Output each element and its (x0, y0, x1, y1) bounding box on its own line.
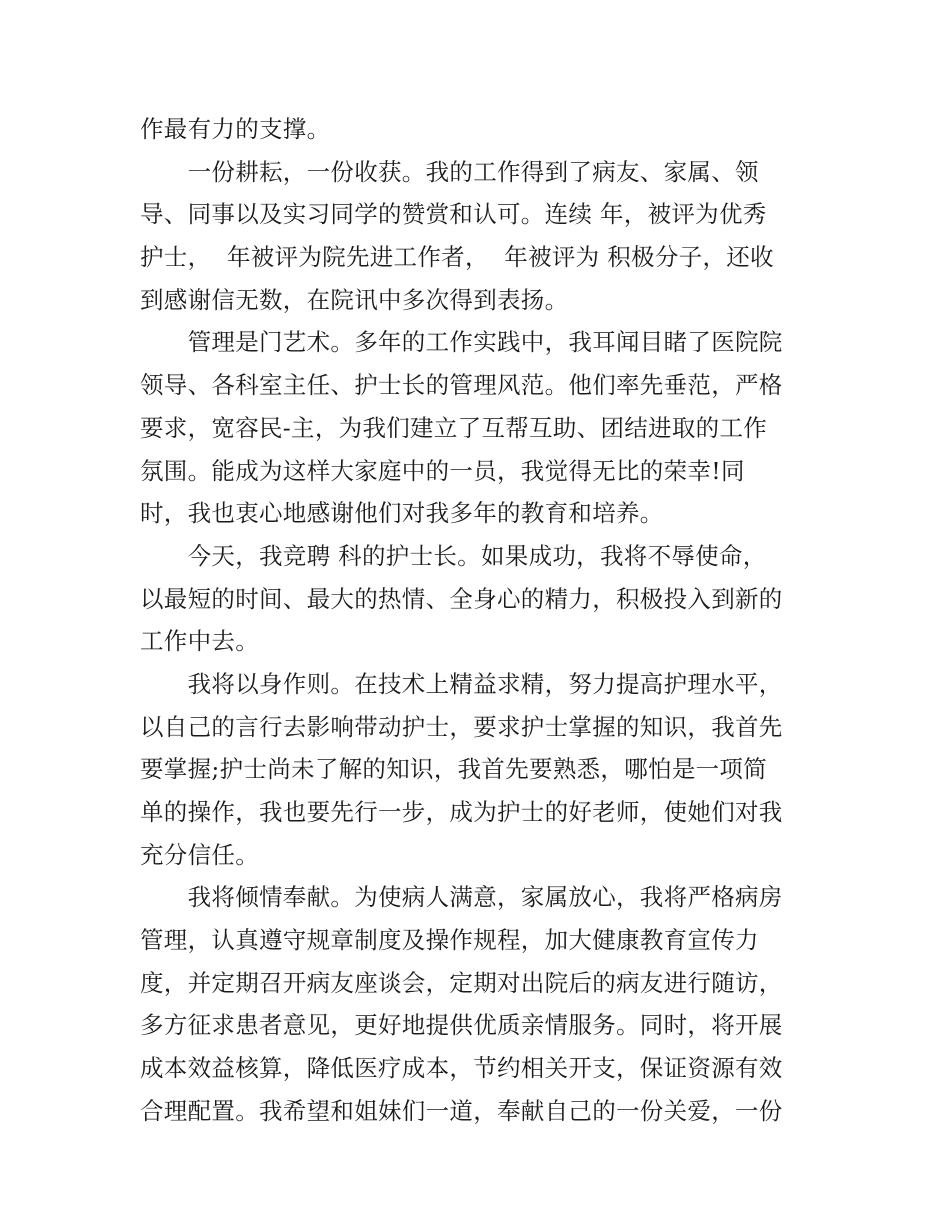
text-line: 成本效益核算，降低医疗成本，节约相关开支，保证资源有效 (140, 1054, 783, 1083)
text-line: 导、同事以及实习同学的赞赏和认可。连续 年，被评为优秀 (140, 200, 767, 229)
text-line: 氛围。能成为这样大家庭中的一员，我觉得无比的荣幸!同 (140, 456, 745, 485)
text-line: 工作中去。 (140, 627, 259, 656)
text-line: 单的操作，我也要先行一步，成为护士的好老师，使她们对我 (140, 798, 783, 826)
text-line: 到感谢信无数，在院讯中多次得到表扬。 (140, 285, 569, 314)
text-line: 我将以身作则。在技术上精益求精，努力提高护理水平， (140, 669, 783, 698)
text-line: 以自己的言行去影响带动护士，要求护士掌握的知识，我首先 (140, 712, 783, 741)
text-line: 多方征求患者意见，更好地提供优质亲情服务。同时，将开展 (140, 1011, 783, 1040)
text-line: 管理是门艺术。多年的工作实践中，我耳闻目睹了医院院 (140, 328, 783, 357)
text-line: 度，并定期召开病友座谈会，定期对出院后的病友进行随访， (140, 968, 783, 997)
text-line: 今天，我竞聘 科的护士长。如果成功，我将不辱使命， (140, 541, 767, 570)
text-line: 领导、各科室主任、护士长的管理风范。他们率先垂范，严格 (140, 371, 783, 400)
document-body (140, 108, 812, 1133)
text-line: 一份耕耘，一份收获。我的工作得到了病友、家属、领 (140, 157, 759, 186)
text-line: 我将倾情奉献。为使病人满意，家属放心，我将严格病房 (140, 883, 783, 912)
text-line: 时，我也衷心地感谢他们对我多年的教育和培养。 (140, 499, 664, 528)
text-line: 作最有力的支撑。 (140, 115, 331, 143)
text-line: 以最短的时间、最大的热情、全身心的精力，积极投入到新的 (140, 584, 783, 613)
text-line: 管理，认真遵守规章制度及操作规程，加大健康教育宣传力 (140, 926, 759, 955)
text-line: 合理配置。我希望和姐妹们一道，奉献自己的一份关爱，一份 (140, 1096, 783, 1125)
text-line: 充分信任。 (140, 840, 259, 869)
text-line: 护士， 年被评为院先进工作者， 年被评为 积极分子，还收 (140, 243, 774, 272)
text-line: 要求，宽容民-主，为我们建立了互帮互助、团结进取的工作 (140, 413, 768, 442)
text-line: 要掌握;护士尚未了解的知识，我首先要熟悉，哪怕是一项简 (140, 755, 768, 784)
